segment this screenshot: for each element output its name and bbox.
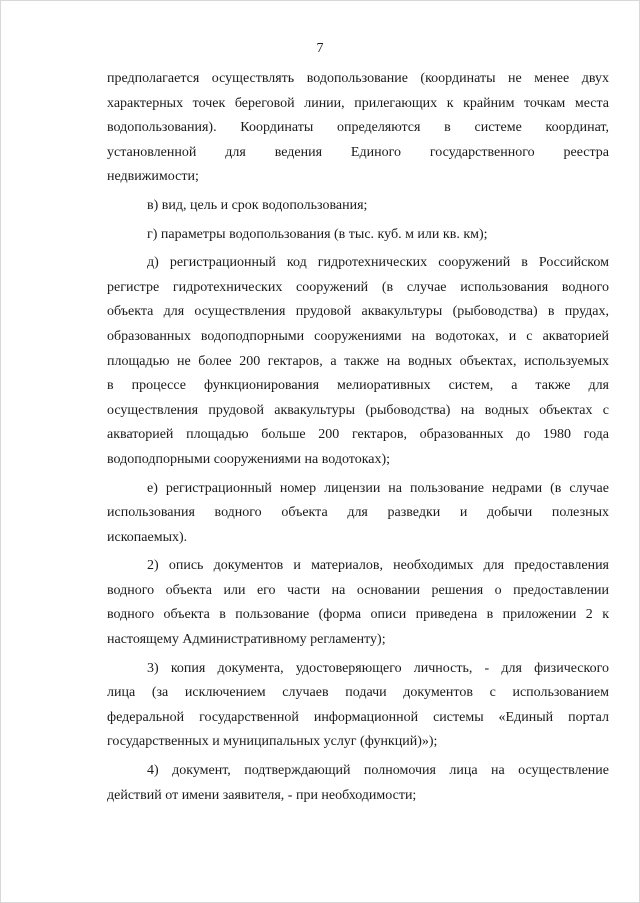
text-line: 4) документ, подтверждающий полномочия лица на осуществление xyxy=(147,763,609,779)
text-line: г) параметры водопользования (в тыс. куб. м или кв. км); xyxy=(147,226,488,242)
text-line: установленной для ведения Единого государственного реестра xyxy=(107,144,609,160)
text-line: площадью не более 200 гектаров, а также на водных объектах, используемых xyxy=(107,353,609,369)
text-line: акваторией площадью больше 200 гектаров, образованных до 1980 года xyxy=(107,427,609,443)
text-line: водного объекта в пользование (форма описи приведена в приложении 2 к xyxy=(107,607,609,623)
page-number: 7 xyxy=(316,41,324,56)
text-line: настоящему Административному регламенту); xyxy=(107,632,386,648)
text-line: в) вид, цель и срок водопользования; xyxy=(147,197,368,213)
text-line: в процессе функционирования мелиоративных систем, а также для xyxy=(107,378,609,394)
text-line: осуществления прудовой аквакультуры (рыбоводства) на водных объектах с xyxy=(107,402,609,418)
text-line: 3) копия документа, удостоверяющего личность, - для физического xyxy=(147,660,609,676)
text-line: недвижимости; xyxy=(107,169,199,185)
text-line: 2) опись документов и материалов, необходимых для предоставления xyxy=(147,558,609,574)
text-line: федеральной государственной информационной системы «Единый портал xyxy=(107,709,609,725)
text-line: водного объекта или его части на основании решения о предоставлении xyxy=(107,582,609,598)
text-line: государственных и муниципальных услуг (функций)»); xyxy=(107,734,438,750)
text-line: характерных точек береговой линии, прилегающих к крайним точкам места xyxy=(107,95,609,111)
text-line: использования водного объекта для разведки и добычи полезных xyxy=(107,505,609,521)
text-line: лица (за исключением случаев подачи документов с использованием xyxy=(107,685,609,701)
text-line: действий от имени заявителя, - при необходимости; xyxy=(107,787,417,803)
text-line: водоподпорными сооружениями на водотоках); xyxy=(107,451,391,467)
body-text xyxy=(107,67,609,808)
text-line: регистре гидротехнических сооружений (в случае использования водного xyxy=(107,279,609,295)
text-line: объекта для осуществления прудовой аквакультуры (рыбоводства) в прудах, xyxy=(107,304,609,320)
text-line: водопользования). Координаты определяются в системе координат, xyxy=(107,120,609,136)
text-line: предполагается осуществлять водопользование (координаты не менее двух xyxy=(107,71,609,86)
text-line: ископаемых). xyxy=(107,529,188,545)
text-line: образованных водоподпорными сооружениями на водотоках, и с акваторией xyxy=(107,328,609,344)
text-line: е) регистрационный номер лицензии на пользование недрами (в случае xyxy=(147,480,609,496)
text-line: д) регистрационный код гидротехнических сооружений в Российском xyxy=(147,255,609,271)
